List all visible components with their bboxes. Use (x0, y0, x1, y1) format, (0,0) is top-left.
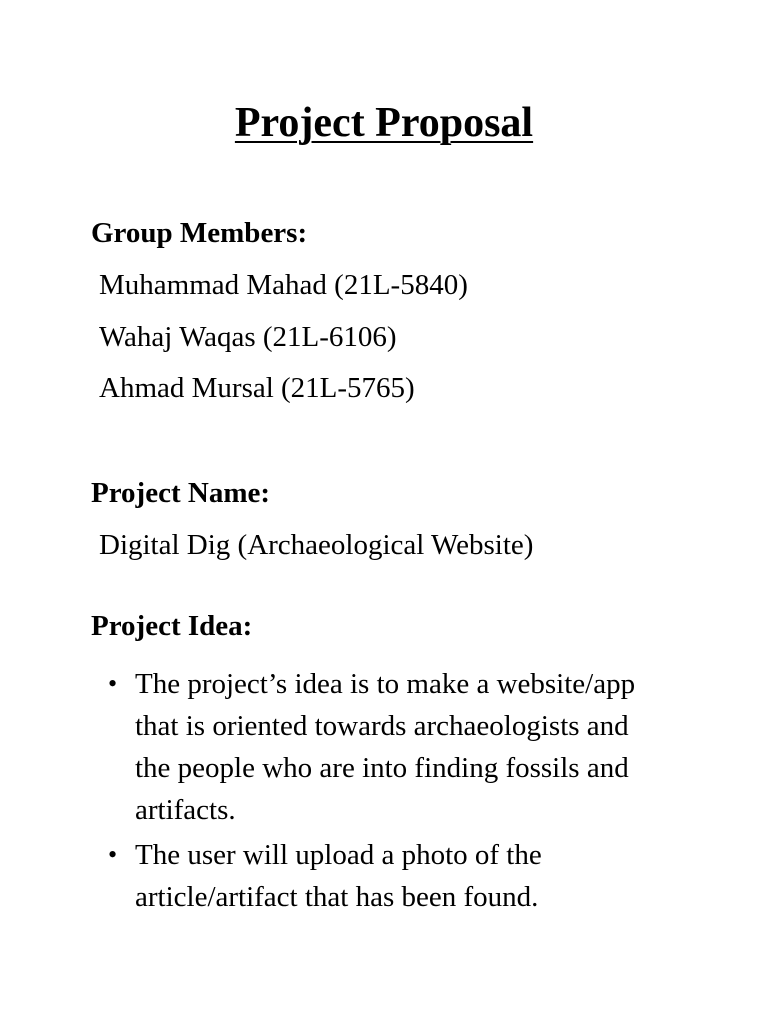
bullet-icon: • (108, 840, 118, 869)
list-item-text: The project’s idea is to make a website/app that is oriented towards archaeologists and the people who are into finding fossils and artifacts. (135, 668, 636, 826)
page-title: Project Proposal (234, 100, 534, 146)
member-name: Ahmad Mursal (21L-5765) (99, 372, 415, 404)
project-idea-list (108, 663, 668, 921)
project-name-value: Digital Dig (Archaeological Website) (99, 529, 534, 561)
list-item (108, 663, 668, 831)
group-members-heading: Group Members: (91, 217, 308, 249)
list-item-text: The user will upload a photo of the article/artifact that has been found. (135, 839, 542, 913)
project-name-heading: Project Name: (91, 477, 270, 509)
list-item (108, 834, 668, 918)
bullet-icon: • (108, 669, 118, 698)
member-name: Wahaj Waqas (21L-6106) (99, 321, 397, 353)
member-name: Muhammad Mahad (21L-5840) (99, 269, 468, 301)
project-idea-heading: Project Idea: (91, 610, 253, 642)
